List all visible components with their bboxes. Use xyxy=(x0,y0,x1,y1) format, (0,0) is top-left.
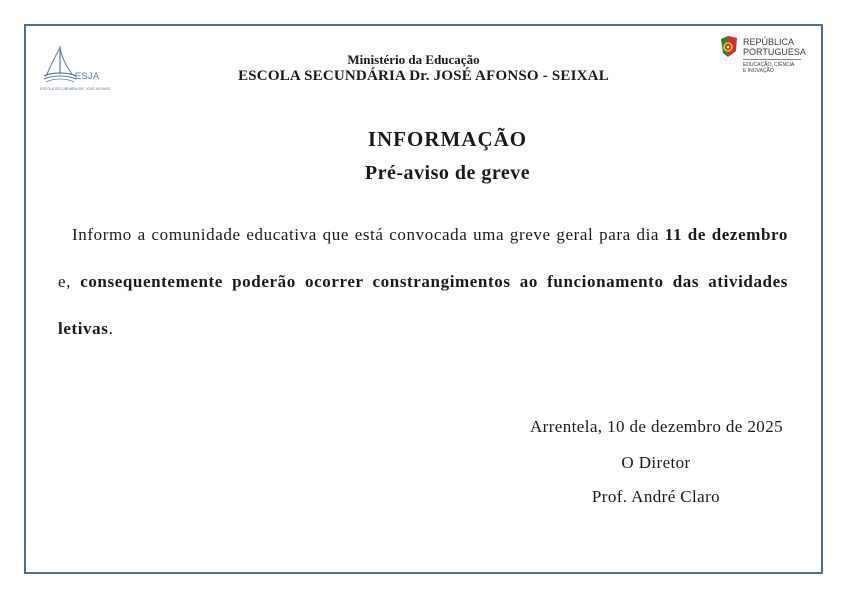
department-line-2: E INOVAÇÃO xyxy=(743,68,774,74)
government-logo-divider xyxy=(743,59,801,60)
school-logo-subtext: ESCOLA SECUNDÁRIA DR. JOSÉ AFONSO xyxy=(40,87,111,91)
government-logo xyxy=(719,35,811,95)
notice-subtitle: Pré-aviso de greve xyxy=(364,162,531,184)
place-date: Arrentela, 10 de dezembro de 2025 xyxy=(530,417,783,436)
body-text-1: Informo a comunidade educativa que está convocada uma greve geral para dia xyxy=(72,225,665,244)
department-name xyxy=(743,62,794,74)
body-text-2: e, xyxy=(58,272,81,291)
department-line-1: EDUCAÇÃO, CIÊNCIA xyxy=(743,62,795,68)
republic-name xyxy=(743,37,806,57)
republic-line-2: PORTUGUESA xyxy=(743,47,806,57)
notice-title: INFORMAÇÃO xyxy=(367,127,528,151)
republic-line-1: REPÚBLICA xyxy=(743,37,795,47)
strike-date: 11 de dezembro xyxy=(664,225,788,244)
signatory-role: O Diretor xyxy=(621,453,691,472)
school-name: ESCOLA SECUNDÁRIA Dr. JOSÉ AFONSO - SEIXAL xyxy=(238,68,609,84)
letterhead xyxy=(26,52,801,85)
disruption-warning: consequentemente poderão ocorrer constrangimentos ao funcionamento das atividades letivas xyxy=(58,272,788,338)
school-logo-text: ESJA xyxy=(75,71,100,81)
portuguese-flag-icon xyxy=(719,35,739,59)
body-text-3: . xyxy=(108,319,114,338)
notice-body xyxy=(58,211,788,352)
document-frame xyxy=(24,24,823,574)
ministry-name: Ministério da Educação xyxy=(347,52,480,67)
signatory-name: Prof. André Claro xyxy=(591,487,721,506)
